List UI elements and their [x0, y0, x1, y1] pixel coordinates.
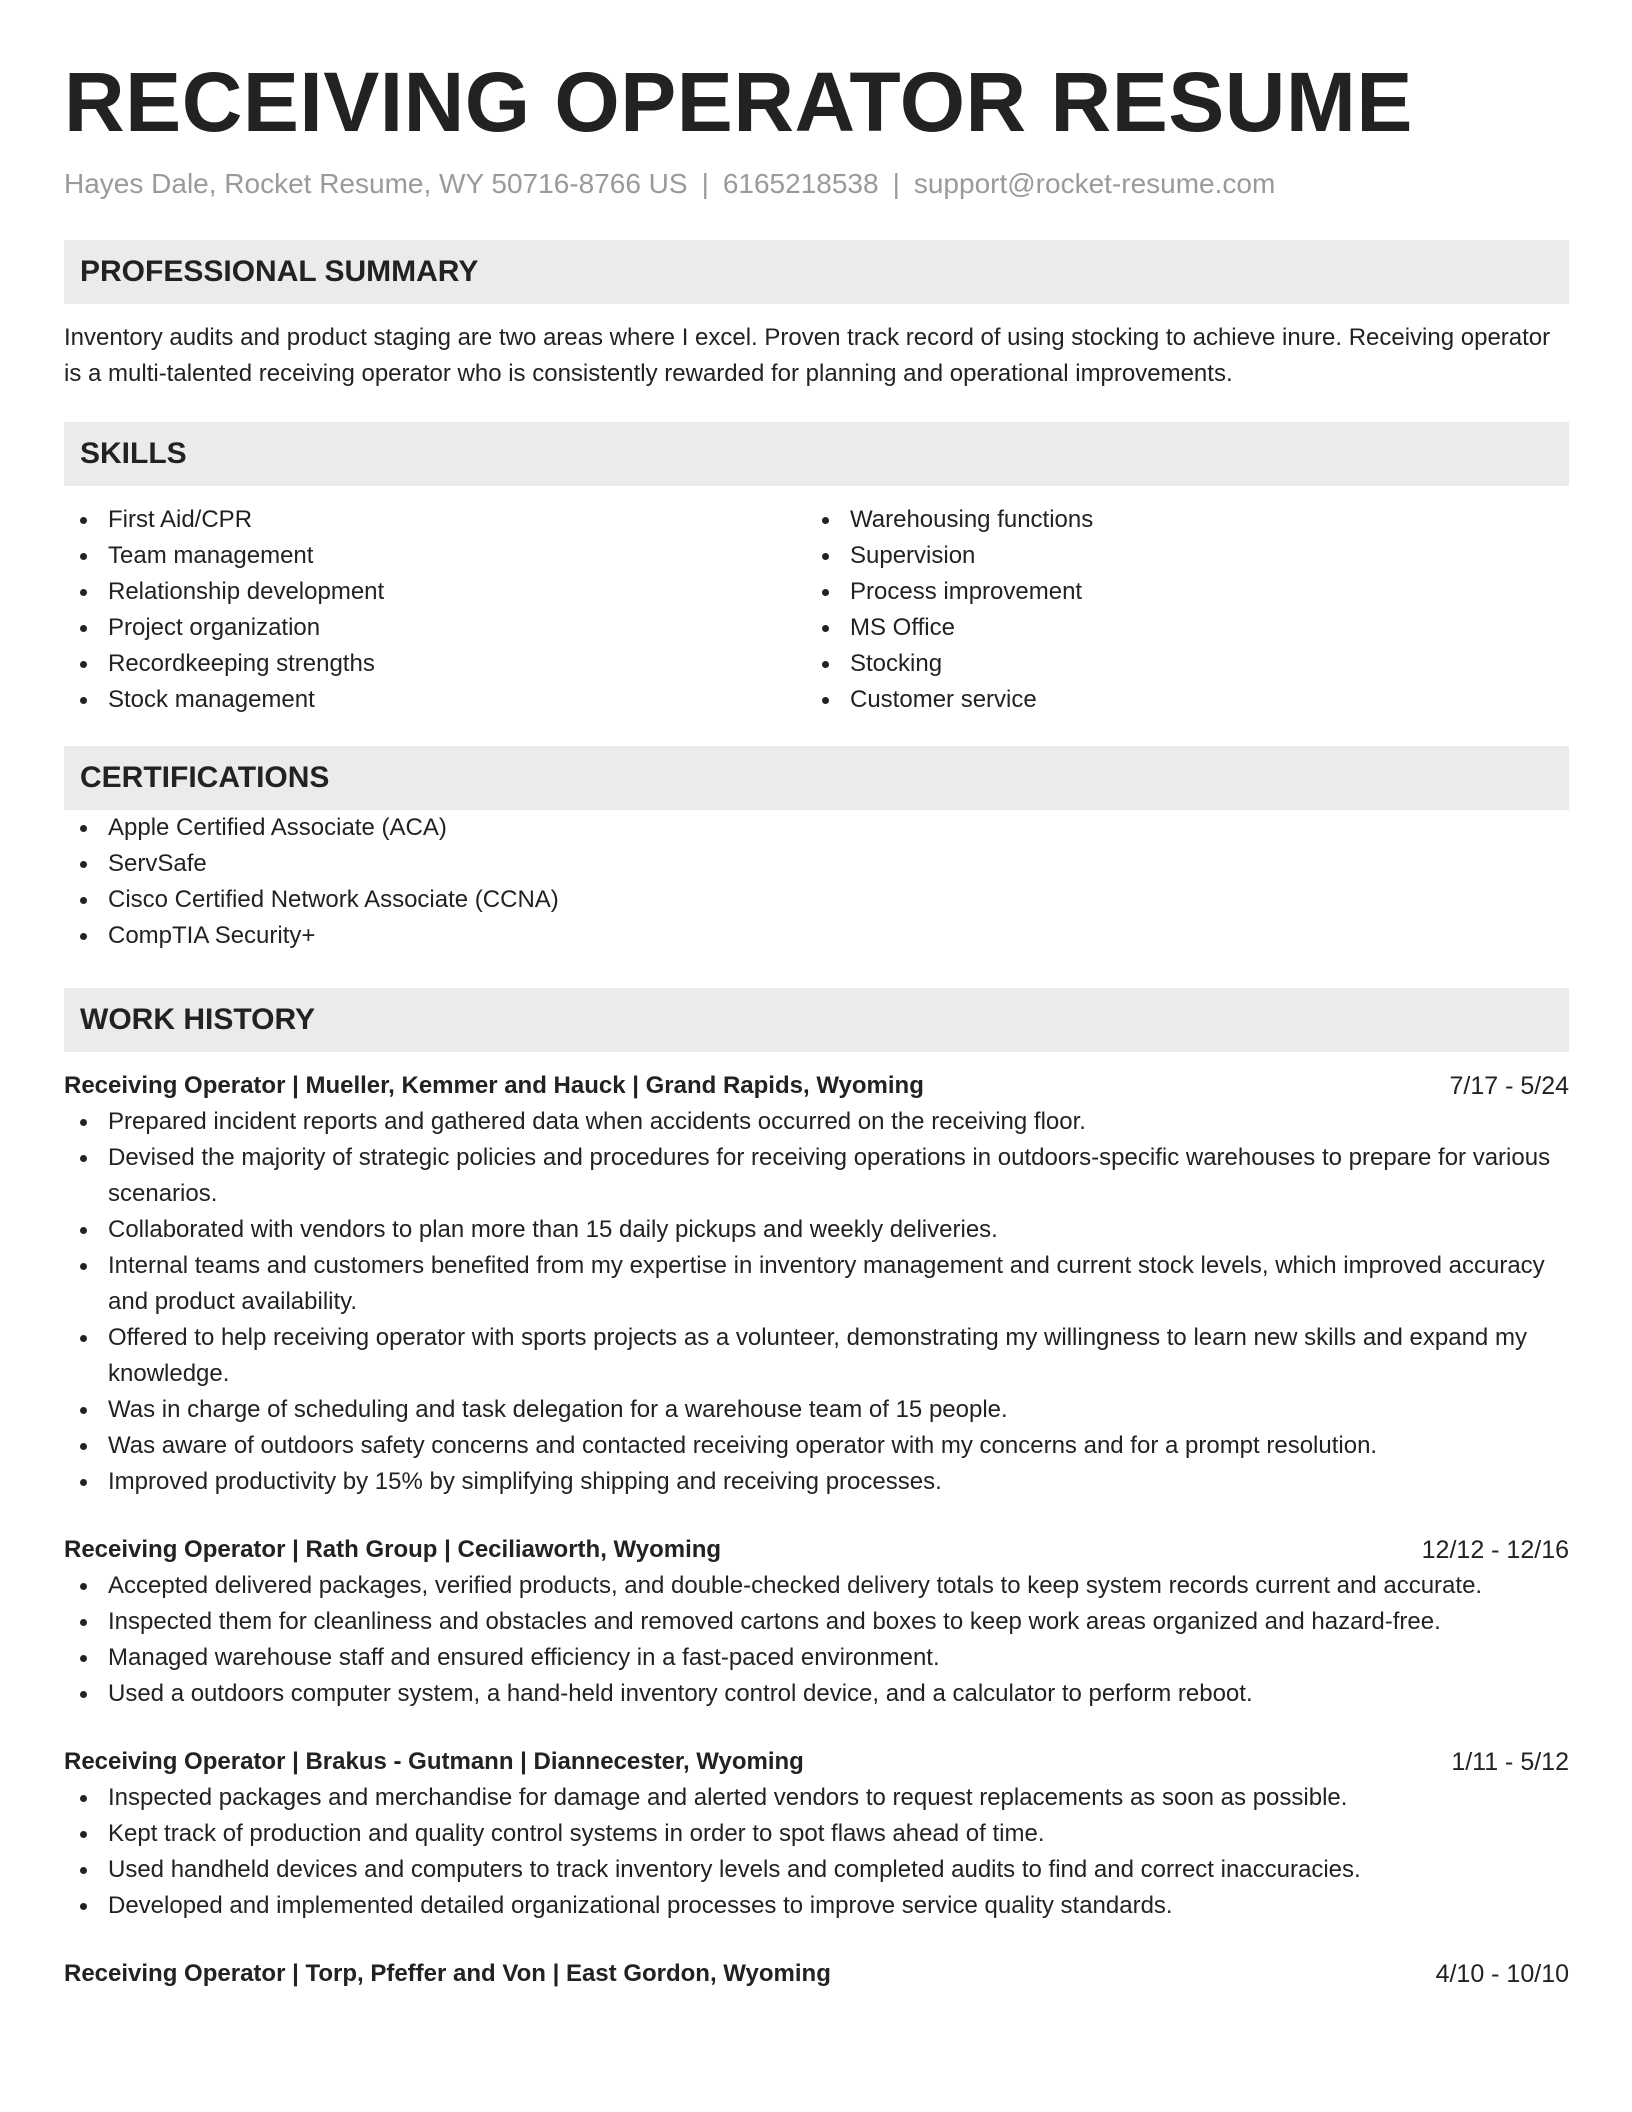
job-dates: 7/17 - 5/24 — [1449, 1072, 1569, 1100]
job-bullet: Developed and implemented detailed organizational processes to improve service quality standards. — [64, 1888, 1569, 1924]
job-bullet: Inspected them for cleanliness and obstacles and removed cartons and boxes to keep work areas organized and hazard-free. — [64, 1604, 1569, 1640]
job-bullet: Managed warehouse staff and ensured efficiency in a fast-paced environment. — [64, 1640, 1569, 1676]
job-header — [64, 1532, 1569, 1568]
job-title: Receiving Operator | Mueller, Kemmer and Hauck | Grand Rapids, Wyoming — [64, 1072, 924, 1099]
job-bullet: Inspected packages and merchandise for damage and alerted vendors to request replacements as soon as possible. — [64, 1780, 1569, 1816]
job-bullet: Was aware of outdoors safety concerns and contacted receiving operator with my concerns and for a prompt resolution. — [64, 1428, 1569, 1464]
skill-item: Warehousing functions — [806, 502, 1548, 538]
job-bullet: Collaborated with vendors to plan more than 15 daily pickups and weekly deliveries. — [64, 1212, 1569, 1248]
job-bullet: Prepared incident reports and gathered data when accidents occurred on the receiving floor. — [64, 1104, 1569, 1140]
skills-left-column — [64, 502, 806, 718]
job-title: Receiving Operator | Brakus - Gutmann | Diannecester, Wyoming — [64, 1748, 804, 1775]
job-bullet: Used handheld devices and computers to track inventory levels and completed audits to find and correct inaccuracies. — [64, 1852, 1569, 1888]
job-header — [64, 1068, 1569, 1104]
job-entry — [64, 1068, 1569, 1500]
skill-item: Relationship development — [64, 574, 806, 610]
job-dates: 12/12 - 12/16 — [1421, 1536, 1569, 1564]
contact-phone: 6165218538 — [722, 168, 879, 199]
section-header-work-history: WORK HISTORY — [64, 988, 1569, 1052]
skill-item: Stocking — [806, 646, 1548, 682]
contact-line — [64, 166, 1569, 202]
job-bullet: Offered to help receiving operator with sports projects as a volunteer, demonstrating my willingness to learn new skills and expand my knowledge. — [64, 1320, 1569, 1392]
certification-item: ServSafe — [64, 846, 1569, 882]
section-header-certifications: CERTIFICATIONS — [64, 746, 1569, 810]
skill-item: Stock management — [64, 682, 806, 718]
job-header — [64, 1744, 1569, 1780]
job-entry — [64, 1956, 1569, 1992]
skill-item: Team management — [64, 538, 806, 574]
job-dates: 4/10 - 10/10 — [1435, 1960, 1569, 1988]
skill-item: First Aid/CPR — [64, 502, 806, 538]
certifications-list — [64, 810, 1569, 954]
skill-item: MS Office — [806, 610, 1548, 646]
resume-title: RECEIVING OPERATOR RESUME — [64, 55, 1413, 149]
skill-item: Recordkeeping strengths — [64, 646, 806, 682]
contact-separator: | — [892, 168, 900, 199]
certification-item: Cisco Certified Network Associate (CCNA) — [64, 882, 1569, 918]
summary-text: Inventory audits and product staging are two areas where I excel. Proven track record of using stocking to achieve inure. Receiving operator is a multi-talented receiving operator who is consistently rewarded for planning and operational improvements. — [64, 324, 1551, 387]
resume-page — [64, 0, 1569, 1992]
job-title: Receiving Operator | Rath Group | Ceciliaworth, Wyoming — [64, 1536, 722, 1563]
job-entry — [64, 1744, 1569, 1924]
certification-item: Apple Certified Associate (ACA) — [64, 810, 1569, 846]
skill-item: Supervision — [806, 538, 1548, 574]
skill-item: Project organization — [64, 610, 806, 646]
skills-right-column — [806, 502, 1548, 718]
job-bullet: Kept track of production and quality control systems in order to spot flaws ahead of time. — [64, 1816, 1569, 1852]
skills-grid — [64, 502, 1569, 718]
skill-item: Process improvement — [806, 574, 1548, 610]
job-bullet: Internal teams and customers benefited from my expertise in inventory management and current stock levels, which improved accuracy and product availability. — [64, 1248, 1569, 1320]
job-header — [64, 1956, 1569, 1992]
job-dates: 1/11 - 5/12 — [1451, 1748, 1569, 1776]
section-header-skills: SKILLS — [64, 422, 1569, 486]
section-header-summary: PROFESSIONAL SUMMARY — [64, 240, 1569, 304]
job-bullets — [64, 1104, 1569, 1500]
contact-address: Hayes Dale, Rocket Resume, WY 50716-8766 US — [64, 168, 688, 199]
job-bullets — [64, 1568, 1569, 1712]
job-bullet: Used a outdoors computer system, a hand-held inventory control device, and a calculator to perform reboot. — [64, 1676, 1569, 1712]
contact-separator: | — [701, 168, 709, 199]
certification-item: CompTIA Security+ — [64, 918, 1569, 954]
skill-item: Customer service — [806, 682, 1548, 718]
job-bullet: Was in charge of scheduling and task delegation for a warehouse team of 15 people. — [64, 1392, 1569, 1428]
job-bullet: Accepted delivered packages, verified products, and double-checked delivery totals to keep system records current and accurate. — [64, 1568, 1569, 1604]
job-bullets — [64, 1780, 1569, 1924]
job-title: Receiving Operator | Torp, Pfeffer and Von | East Gordon, Wyoming — [64, 1960, 831, 1987]
job-bullet: Improved productivity by 15% by simplifying shipping and receiving processes. — [64, 1464, 1569, 1500]
job-bullet: Devised the majority of strategic policies and procedures for receiving operations in outdoors-specific warehouses to prepare for various scenarios. — [64, 1140, 1569, 1212]
contact-email: support@rocket-resume.com — [913, 168, 1276, 199]
job-entry — [64, 1532, 1569, 1712]
